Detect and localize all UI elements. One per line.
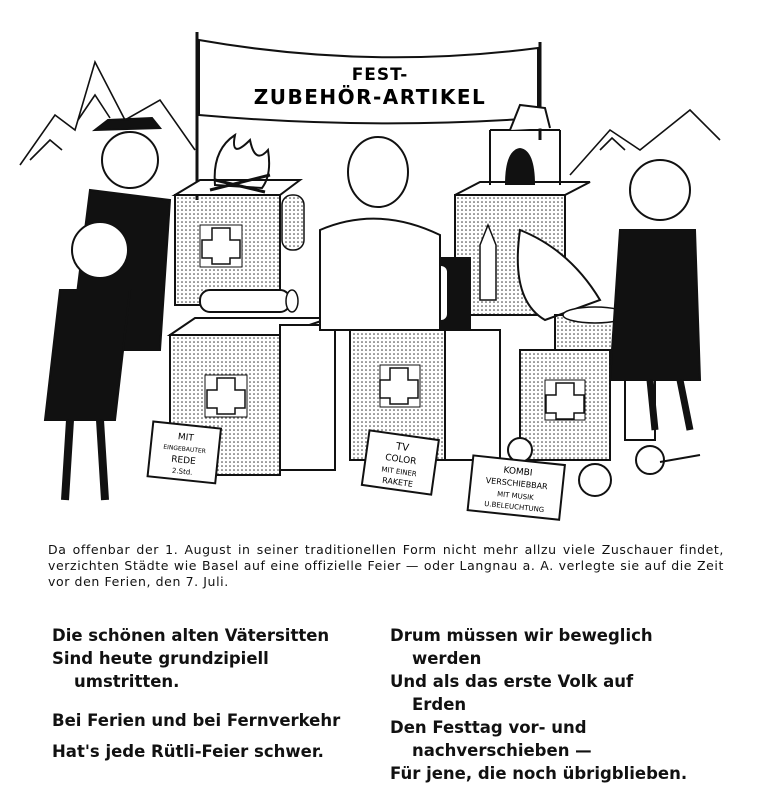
sign-middle-line1: TV: [395, 441, 410, 455]
verse-line: Für jene, die noch übrigblieben.: [390, 764, 688, 783]
verse-line: nachverschieben —: [412, 741, 592, 760]
banner-line2: ZUBEHÖR-ARTIKEL: [253, 85, 487, 109]
sign-left-line3: REDE: [170, 454, 197, 468]
sign-left: [148, 422, 221, 484]
verse-line: Hat's jede Rütli-Feier schwer.: [52, 742, 324, 761]
sign-middle-line3: MIT EINER: [380, 465, 418, 479]
verse-right-column: [390, 624, 740, 785]
shopkeeper: [320, 137, 440, 330]
sign-right-line1: KOMBI: [502, 465, 533, 479]
verse-line: Die schönen alten Vätersitten: [52, 626, 330, 645]
verse-line: Und als das erste Volk auf: [390, 672, 634, 691]
sign-left-line1: MIT: [177, 432, 195, 444]
caption: Da offenbar der 1. August in seiner traditionellen Form nicht mehr allzu viele Zuschauer findet, verzichten Städte wie Basel auf eine offizielle Feier — oder Langnau a. A. verlegte sie auf die Zeit vor den Ferien, den 7. Juli.: [48, 542, 724, 589]
verse-line: umstritten.: [74, 672, 180, 691]
sign-middle-line2: COLOR: [384, 452, 417, 468]
sign-right-line3: MIT MUSIK: [496, 490, 535, 502]
box-fire: [175, 135, 304, 305]
verse-line: Bei Ferien und bei Fernverkehr: [52, 711, 341, 730]
stanza-gap: [52, 693, 382, 709]
verse-line: Sind heute grundzipiell: [52, 649, 269, 668]
sign-right-line2: VERSCHIEBBAR: [485, 475, 549, 492]
sign-middle-line4: RAKETE: [381, 475, 414, 489]
verse-line: Erden: [412, 695, 467, 714]
banner-line1: FEST-: [351, 65, 409, 85]
verse-line: werden: [412, 649, 482, 668]
bell-icon: [505, 148, 535, 185]
sign-right: [468, 455, 565, 519]
sign-middle: [362, 430, 439, 494]
sign-left-line2: EINGEBAUTER: [162, 443, 207, 456]
verse-left-column: [52, 624, 382, 763]
sign-right-line4: U.BELEUCHTUNG: [483, 499, 545, 515]
verse-line: Drum müssen wir beweglich: [390, 626, 653, 645]
boy: [45, 222, 130, 500]
sign-left-line4: 2.Std.: [171, 466, 193, 477]
verse-line: Den Festtag vor- und: [390, 718, 587, 737]
